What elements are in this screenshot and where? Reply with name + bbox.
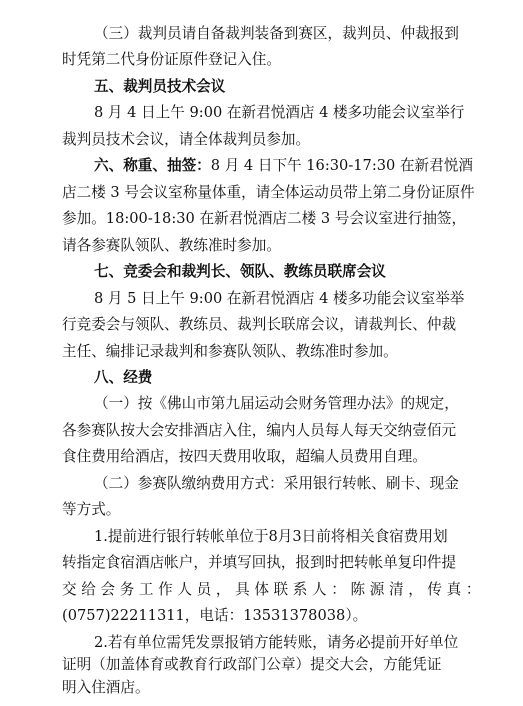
text-line: （三）裁判员请自备裁判装备到赛区，裁判员、仲裁报到 — [94, 25, 459, 42]
section-heading-inline — [94, 156, 473, 176]
text-line: 参加。18:00-18:30 在新君悦酒店二楼 3 号会议室进行抽签， — [62, 210, 467, 228]
text-line: 2.若有单位需凭发票报销方能转账，请务必提前开好单位 — [94, 633, 459, 651]
text-line: （一）按《佛山市第九届运动会财务管理办法》的规定， — [94, 395, 459, 413]
section-heading: 五、裁判员技术会议 — [94, 77, 226, 95]
section-heading: 六、称重、抽签： — [94, 157, 211, 175]
text-line: 请各参赛队领队、教练准时参加。 — [62, 236, 281, 254]
text-line: (0757)22211311，电话：13531378038）。 — [62, 607, 368, 625]
text-line: 8 月 4 日上午 9:00 在新君悦酒店 4 楼多功能会议室举行 — [94, 104, 465, 122]
text-line: 证明（加盖体育或教育行政部门公章）提交大会，方能凭证 — [62, 656, 442, 674]
text-line: 转指定食宿酒店帐户，并填写回执，报到时把转帐单复印件提 — [62, 554, 457, 572]
text-line: 食住费用给酒店，按四天费用收取，超编人员费用自理。 — [62, 448, 427, 466]
text-line: 明入住酒店。 — [62, 679, 150, 696]
text-line: 店二楼 3 号会议室称量体重，请全体运动员带上第二身份证原件 — [62, 183, 475, 201]
text-line: 各参赛队按大会安排酒店入住，编内人员每人每天交纳壹佰元 — [62, 421, 457, 439]
text-line: 行竞委会与领队、教练员、裁判长联席会议，请裁判长、仲裁 — [62, 316, 457, 334]
text-line: （二）参赛队缴纳费用方式：采用银行转帐、刷卡、现金 — [94, 474, 459, 492]
text-line: 主任、编排记录裁判和参赛队领队、教练准时参加。 — [62, 342, 398, 360]
text-line: 裁判员技术会议，请全体裁判员参加。 — [62, 130, 311, 148]
text-line: 时凭第二代身份证原件登记入住。 — [62, 51, 281, 69]
text-line: 交 给 会 务 工 作 人 员 ， 具 体 联 系 人 ： 陈 源 清 ， 传 真 ： — [62, 580, 481, 598]
text-line: 8 月 5 日上午 9:00 在新君悦酒店 4 楼多功能会议室举举 — [94, 289, 465, 307]
section-heading: 八、经费 — [94, 369, 153, 386]
section-heading: 七、竞委会和裁判长、领队、教练员联席会议 — [94, 263, 386, 281]
text-line: 等方式。 — [62, 501, 121, 519]
text-line: 1.提前进行银行转帐单位于8月3日前将相关食宿费用划 — [94, 527, 448, 545]
text-span: 8 月 4 日下午 16:30-17:30 在新君悦酒 — [210, 157, 473, 175]
